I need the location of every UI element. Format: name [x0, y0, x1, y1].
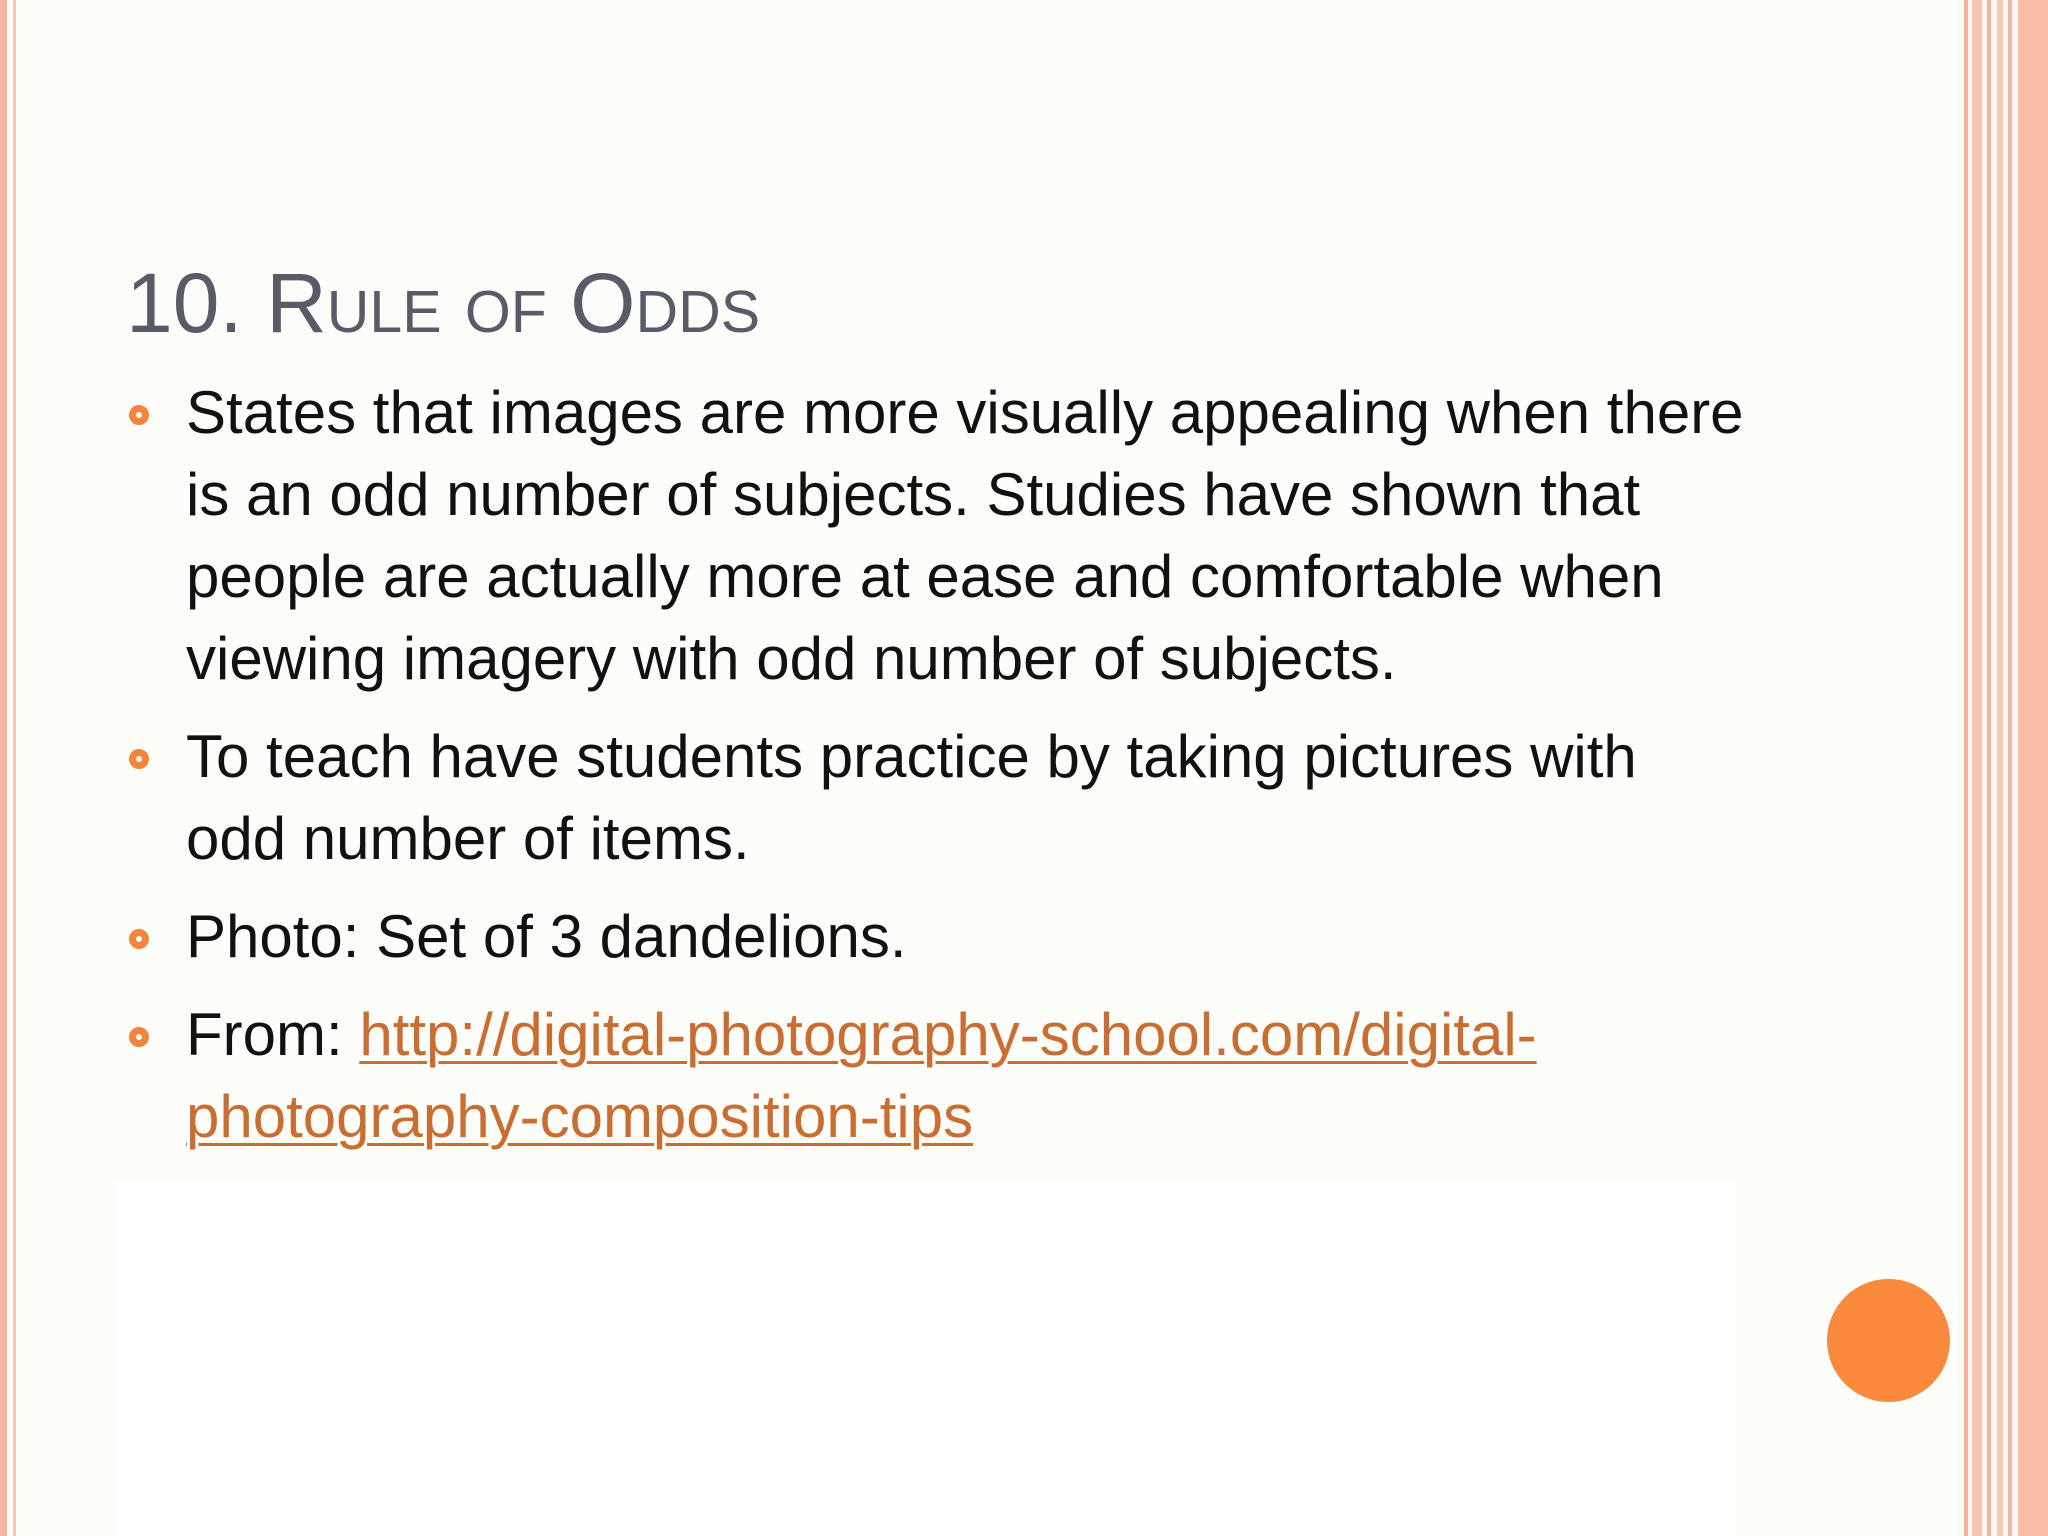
bullet-icon [129, 405, 149, 425]
bullet-item-photo [126, 896, 1746, 978]
stripe [2018, 0, 2048, 1536]
source-text [186, 994, 1746, 1158]
bullet-text: To teach have students practice by taking pictures with odd number of items. [186, 723, 1637, 872]
right-border-stripes [1958, 0, 2048, 1536]
bullet-text: Photo: Set of 3 dandelions. [186, 903, 907, 970]
slide-title: 10. Rule of Odds [126, 256, 761, 351]
left-border [0, 0, 7, 1536]
stripe [1964, 0, 1968, 1536]
bullet-item-source [126, 994, 1746, 1158]
stripe [1972, 0, 1982, 1536]
stripe [1997, 0, 2003, 1536]
stripe [2008, 0, 2012, 1536]
left-border-inner [13, 0, 16, 1536]
source-link[interactable]: http://digital-photography-school.com/digital-photography-composition-tips [186, 1001, 1537, 1150]
bullet-list [126, 372, 1746, 1174]
bullet-icon [129, 929, 149, 949]
source-prefix: From: [186, 1001, 360, 1068]
bullet-icon [129, 1027, 149, 1047]
content-panel [115, 1180, 1735, 1536]
bullet-text: States that images are more visually appealing when there is an odd number of subjects. Studies have shown that people are actually more at ease and comfortable when viewing imagery with odd number of subjects. [186, 379, 1744, 692]
bullet-icon [129, 749, 149, 769]
bullet-item-teaching-tip [126, 716, 1746, 880]
bullet-item-rule-description [126, 372, 1746, 700]
stripe [1987, 0, 1991, 1536]
orange-circle-decoration [1827, 1279, 1950, 1402]
